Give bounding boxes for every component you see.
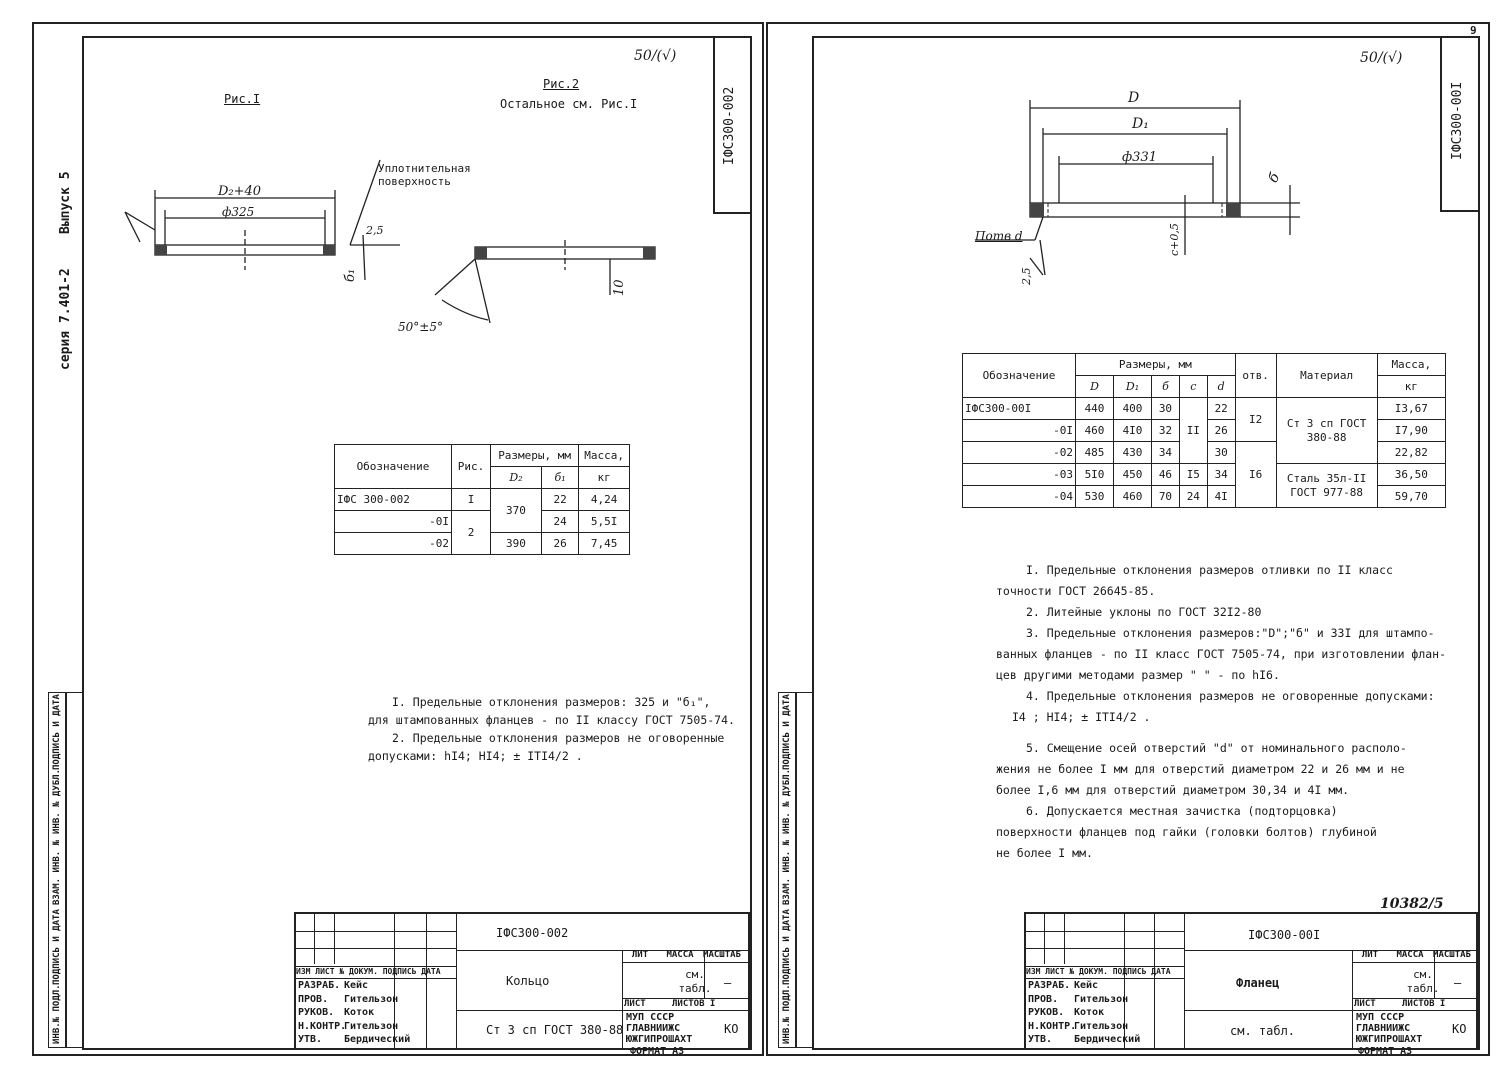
table-cell: 5I0 [1076, 464, 1114, 486]
right-th-otv: отв. [1235, 354, 1276, 398]
tb-role: РУКОВ. [298, 1007, 335, 1018]
left-format: ФОРМАТ А3 [630, 1046, 685, 1057]
dim-holes: Потв d [975, 229, 1023, 243]
table-cell: 59,70 [1377, 486, 1445, 508]
tb-head [296, 967, 441, 976]
right-format: ФОРМАТ А3 [1358, 1046, 1413, 1057]
tb-name-text: Фланец [1236, 976, 1280, 990]
table-cell: I6 [1235, 442, 1276, 508]
tb-vline [1434, 950, 1435, 998]
table-cell: 460 [1114, 486, 1152, 508]
table-cell: 24 [1179, 486, 1207, 508]
tb-person-row [298, 1006, 410, 1020]
right-th-mat: Материал [1276, 354, 1377, 398]
table-cell: 34 [1152, 442, 1180, 464]
right-note: 5. Смещение осей отверстий "d" от номинального располо- [1026, 741, 1407, 755]
fig2-subtitle: Остальное см. Рис.I [500, 97, 638, 111]
tb-person-row [1028, 1020, 1140, 1034]
dim-c: с+0,5 [1168, 223, 1181, 256]
strip-label: ПОДПИСЬ И ДАТА [52, 694, 62, 770]
page-number: 9 [1470, 24, 1477, 37]
right-note: ванных фланцев - по II класс ГОСТ 7505-74, при изготовлении флан- [996, 647, 1447, 661]
table-cell: II [1179, 398, 1207, 464]
tb-scale-val: — [1454, 976, 1462, 990]
table-cell: 46 [1152, 464, 1180, 486]
fig1-dim-b1: б₁ [343, 268, 358, 282]
tb-person-row [1028, 1006, 1140, 1020]
tb-head-izm: ИЗМ [296, 967, 311, 976]
table-cell: I2 [1235, 398, 1276, 442]
strip-label: ИНВ. № ДУБЛ. [782, 768, 792, 834]
left-th-b1: б₁ [541, 467, 578, 489]
tb-head-list: ЛИСТ [1045, 967, 1065, 976]
tb-org: МУП СССР ГЛАВНИИЖС ЮЖГИПРОШАХТ [1356, 1012, 1423, 1045]
strip-label: ИНВ.№ ПОДЛ. [782, 984, 792, 1044]
left-vypusk-label: Выпуск 5 [58, 171, 73, 234]
left-th-ris: Рис. [452, 445, 491, 489]
left-th-sizes: Размеры, мм [491, 445, 579, 467]
table-cell: 70 [1152, 486, 1180, 508]
tb-person-row [1028, 993, 1140, 1007]
tb-col [314, 914, 315, 964]
table-cell: 30 [1152, 398, 1180, 420]
table-cell: 430 [1114, 442, 1152, 464]
table-cell: 22 [1207, 398, 1235, 420]
seal-surface-label [378, 162, 488, 188]
strip-divider [795, 693, 797, 1047]
tb-mass-val: см. табл. [678, 968, 712, 995]
tb-name: Коток [1074, 1007, 1105, 1018]
tb-list: ЛИСТ [624, 999, 646, 1009]
tb-masshtab: МАСШТАБ [703, 950, 741, 960]
right-note: цев другими методами размер " " - по hI6. [996, 668, 1280, 682]
tb-person-row [298, 1033, 410, 1047]
inventory-number: 10382/5 [1380, 896, 1444, 912]
tb-person-row [1028, 1033, 1140, 1047]
left-title-block [294, 912, 750, 1050]
right-spec-table [962, 353, 1446, 508]
table-cell: Сталь 35л-II ГОСТ 977-88 [1276, 464, 1377, 508]
dim-D1: D₁ [1132, 116, 1149, 132]
tb-role: УТВ. [1028, 1034, 1053, 1045]
tb-hline [622, 1010, 748, 1011]
table-cell: 440 [1076, 398, 1114, 420]
left-spec-table [334, 444, 630, 555]
table-row: -02 [963, 442, 1076, 464]
right-note: 3. Предельные отклонения размеров:"D";"б" и 33I для штампо- [1026, 626, 1435, 640]
right-note: 2. Литейные уклоны по ГОСТ 32I2-80 [1026, 605, 1262, 619]
tb-role: ПРОВ. [1028, 993, 1059, 1005]
table-cell: 2 [452, 511, 491, 555]
dim-b: б [1265, 170, 1284, 186]
tb-mass-val: см. табл. [1406, 968, 1440, 995]
tb-role: УТВ. [298, 1034, 323, 1045]
strip-label: ПОДПИСЬ И ДАТА [52, 909, 62, 985]
tb-col [426, 914, 427, 1048]
tb-role: Н.КОНТР. [298, 1020, 347, 1032]
tb-person-row [298, 993, 410, 1007]
right-th-oboz: Обозначение [963, 354, 1076, 398]
tb-people [298, 979, 410, 1047]
tb-head-doc: № ДОКУМ. [1069, 967, 1108, 976]
left-designation: ІФС300-002 [722, 86, 737, 165]
tb-material: Ст 3 сп ГОСТ 380-88 [486, 1023, 624, 1037]
table-cell: I5 [1179, 464, 1207, 486]
left-note-1: I. Предельные отклонения размеров: 325 и "б₁", [392, 695, 711, 709]
tb-row [1026, 948, 1184, 949]
table-cell: I3,67 [1377, 398, 1445, 420]
tb-role: РУКОВ. [1028, 1007, 1065, 1018]
tb-hline [456, 1010, 622, 1011]
tb-list-row [624, 999, 715, 1009]
table-cell: 24 [541, 511, 578, 533]
left-series-label: серия 7.401-2 [58, 268, 73, 370]
tb-head-date: ДАТА [421, 967, 441, 976]
right-note: 4. Предельные отклонения размеров не оговоренные допусками: [1026, 689, 1435, 703]
tb-grid [1026, 914, 1185, 1048]
right-note: поверхности фланцев под гайки (головки болтов) глубиной [996, 825, 1377, 839]
tb-listov: ЛИСТОВ I [1402, 999, 1446, 1009]
tb-lit-row [1352, 950, 1476, 963]
tb-name: Гительзон [344, 993, 399, 1005]
left-th-mass: Масса, [579, 445, 630, 467]
tb-list-row [1354, 999, 1445, 1009]
right-designation: ІФС300-00I [1450, 81, 1465, 160]
tb-org: МУП СССР ГЛАВНИИЖС ЮЖГИПРОШАХТ [626, 1012, 693, 1045]
tb-person-row [298, 1020, 410, 1034]
tb-massa: МАССА [666, 950, 694, 960]
tb-name: Гительзон [344, 1020, 399, 1032]
table-cell: 34 [1207, 464, 1235, 486]
tb-role: РАЗРАБ. [1028, 980, 1071, 991]
right-th-mass: Масса, [1377, 354, 1445, 376]
tb-lit-row [622, 950, 748, 963]
table-row: -0I [963, 420, 1076, 442]
right-th-c: с [1179, 376, 1207, 398]
right-note: I4 ; HI4; ± ITI4/2 . [1012, 710, 1151, 724]
tb-vline [704, 950, 705, 998]
right-note: точности ГОСТ 26645-85. [996, 584, 1156, 598]
table-cell: 32 [1152, 420, 1180, 442]
tb-scale-val: — [724, 976, 732, 990]
tb-person-row [1028, 979, 1140, 993]
table-cell: 450 [1114, 464, 1152, 486]
right-th-b: б [1152, 376, 1180, 398]
table-cell: 22,82 [1377, 442, 1445, 464]
table-row: -02 [335, 533, 452, 555]
right-note: I. Предельные отклонения размеров отливки по II класс [1026, 563, 1393, 577]
table-cell: 4,24 [579, 489, 630, 511]
tb-code: ІФС300-002 [496, 926, 569, 940]
tb-row [1026, 931, 1184, 932]
right-roughness-symbol: 50/(√) [1360, 50, 1403, 66]
fig2-dim-angle: 50°±5° [398, 320, 443, 334]
strip-divider [65, 693, 67, 1047]
strip-label: ВЗАМ. ИНВ. № [52, 839, 62, 905]
left-th-kg: кг [579, 467, 630, 489]
tb-vline [1352, 950, 1353, 1048]
table-cell: I7,90 [1377, 420, 1445, 442]
tb-person-row [298, 979, 410, 993]
tb-ko: КО [1452, 1022, 1467, 1036]
tb-role: Н.КОНТР. [1028, 1020, 1077, 1032]
fig2-dim-ten: 10 [612, 279, 627, 296]
right-note: более I,6 мм для отверстий диаметром 30,34 и 4I мм. [996, 783, 1350, 797]
right-note: 6. Допускается местная зачистка (подторцовка) [1026, 804, 1338, 818]
fig2-title: Рис.2 [543, 77, 580, 91]
tb-hline [1184, 1010, 1352, 1011]
tb-row [296, 931, 456, 932]
tb-head-list: ЛИСТ [315, 967, 335, 976]
dim-D: D [1128, 90, 1140, 106]
table-row: -04 [963, 486, 1076, 508]
tb-head-sign: ПОДПИСЬ [1112, 967, 1147, 976]
fig1-dim-d2: D₂+40 [218, 184, 262, 199]
tb-head-date: ДАТА [1151, 967, 1171, 976]
tb-col [334, 914, 335, 964]
table-cell: 4I0 [1114, 420, 1152, 442]
right-title-block [1024, 912, 1478, 1050]
fig1-title: Рис.I [224, 92, 261, 106]
table-cell: 530 [1076, 486, 1114, 508]
table-cell: 370 [491, 489, 542, 533]
right-th-sizes: Размеры, мм [1076, 354, 1236, 376]
left-note-2: 2. Предельные отклонения размеров не оговоренные [392, 731, 725, 745]
tb-masshtab: МАСШТАБ [1433, 950, 1471, 960]
tb-people [1028, 979, 1140, 1047]
left-roughness-symbol: 50/(√) [634, 48, 677, 64]
fig1-dim-phi: ф325 [222, 205, 255, 219]
table-cell: 5,5I [579, 511, 630, 533]
table-cell: 7,45 [579, 533, 630, 555]
tb-code: ІФС300-00I [1248, 928, 1321, 942]
tb-lit: ЛИТ [631, 950, 649, 960]
left-th-oboz: Обозначение [335, 445, 452, 489]
tb-row [296, 948, 456, 949]
table-cell: 30 [1207, 442, 1235, 464]
tb-head [1026, 967, 1171, 976]
tb-col [1044, 914, 1045, 964]
table-row: -03 [963, 464, 1076, 486]
tb-lit: ЛИТ [1361, 950, 1379, 960]
tb-listov: ЛИСТОВ I [672, 999, 716, 1009]
ring-drawing-fig2 [430, 235, 670, 345]
dim-phi331: ф331 [1122, 150, 1157, 165]
fig1-dim-r: 2,5 [366, 224, 384, 237]
tb-hline [1352, 1010, 1476, 1011]
left-note-1b: для штампованных фланцев - по II классу ГОСТ 7505-74. [368, 713, 735, 727]
tb-name: Гительзон [1074, 1020, 1129, 1032]
tb-head-izm: ИЗМ [1026, 967, 1041, 976]
right-th-D: D [1076, 376, 1114, 398]
table-cell: 22 [541, 489, 578, 511]
dim-r-right: 2,5 [1020, 267, 1033, 285]
tb-ko: КО [724, 1022, 739, 1036]
tb-head-doc: № ДОКУМ. [339, 967, 378, 976]
tb-name: Коток [344, 1007, 375, 1018]
strip-label: ВЗАМ. ИНВ. № [782, 839, 792, 905]
tb-grid [296, 914, 457, 1048]
tb-name-text: Кольцо [506, 974, 550, 988]
right-th-D1: D₁ [1114, 376, 1152, 398]
tb-name: Кейс [1074, 980, 1099, 991]
tb-head-sign: ПОДПИСЬ [382, 967, 417, 976]
table-cell: 4I [1207, 486, 1235, 508]
seal-surface-text: Уплотнительная поверхность [378, 162, 471, 188]
tb-role: ПРОВ. [298, 993, 329, 1005]
right-th-kg: кг [1377, 376, 1445, 398]
left-note-2b: допусками: hI4; HI4; ± ITI4/2 . [368, 749, 583, 763]
table-cell: 36,50 [1377, 464, 1445, 486]
left-th-d2: D₂ [491, 467, 542, 489]
table-cell: I [452, 489, 491, 511]
tb-col [1064, 914, 1065, 964]
tb-name: Бердический [1074, 1034, 1141, 1045]
strip-label: ПОДПИСЬ И ДАТА [782, 694, 792, 770]
table-row: ІФС300-00I [963, 398, 1076, 420]
right-th-d: d [1207, 376, 1235, 398]
table-cell: 400 [1114, 398, 1152, 420]
tb-name: Гительзон [1074, 993, 1129, 1005]
tb-name: Кейс [344, 980, 369, 991]
right-note: не более I мм. [996, 846, 1093, 860]
strip-label: ПОДПИСЬ И ДАТА [782, 909, 792, 985]
tb-name: Бердический [344, 1034, 411, 1045]
strip-label: ИНВ.№ ПОДЛ. [52, 984, 62, 1044]
table-cell: 26 [1207, 420, 1235, 442]
table-row: -0I [335, 511, 452, 533]
table-cell: 26 [541, 533, 578, 555]
table-row: ІФС 300-002 [335, 489, 452, 511]
tb-col [1154, 914, 1155, 1048]
table-cell: Ст 3 сп ГОСТ 380-88 [1276, 398, 1377, 464]
tb-material: см. табл. [1230, 1024, 1296, 1038]
table-cell: 485 [1076, 442, 1114, 464]
tb-massa: МАССА [1396, 950, 1424, 960]
tb-role: РАЗРАБ. [298, 980, 341, 991]
right-note: жения не более I мм для отверстий диаметром 22 и 26 мм и не [996, 762, 1405, 776]
table-cell: 390 [491, 533, 542, 555]
table-cell: 460 [1076, 420, 1114, 442]
tb-list: ЛИСТ [1354, 999, 1376, 1009]
strip-label: ИНВ. № ДУБЛ. [52, 768, 62, 834]
